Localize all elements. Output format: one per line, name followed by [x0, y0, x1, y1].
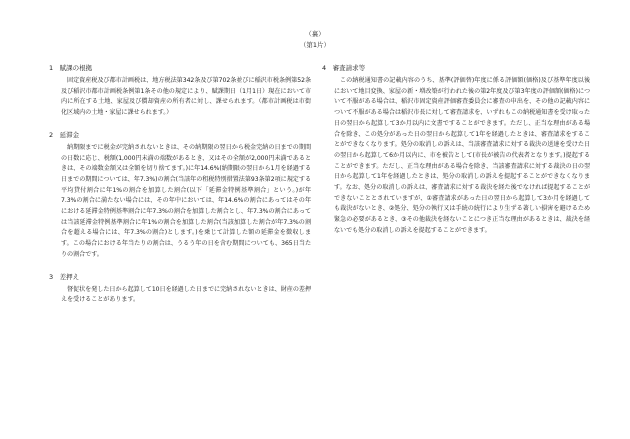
section-title: 3 差押え: [49, 272, 80, 281]
sheet-label: （第1片）: [299, 41, 331, 49]
section-appeal: [322, 63, 590, 237]
section-body: この納税通知書の記載内容のうち、基準(評価替)年度に係る評価額(価格)及び基準年度以後において地目変換、家屋の新・増改築が行われた後の第2年度及び第3年度の評価額(価格)について不服がある場合は、稲沢市固定資産評価審査委員会に審査の申出を、その他の記載内容について不服がある場合は稲沢市長に対して審査請求を、いずれもこの納税通知書を受け取った日の翌日から起算して3か月以内に文書ですることができます。ただし、正当な理由がある場合を除き、この処分があった日の翌日から起算して1年を経過したときは、審査請求をすることができなくなります。処分の取消しの訴えは、当該審査請求に対する裁決の送達を受けた日の翌日から起算して6か月以内に、市を被告として(市長が被告の代表者となります。)提起することができます。ただし、正当な理由がある場合を除き、当該審査請求に対する裁決の日の翌日から起算して1年を経過したときは、処分の取消しの訴えを提起することができなくなります。なお、処分の取消しの訴えは、審査請求に対する裁決を経た後でなければ提起することができないこととされていますが、①審査請求があった日の翌日から起算して3か月を経過しても裁決がないとき、②処分、処分の執行又は手続の続行により生ずる著しい損害を避けるため緊急の必要があるとき、③その他裁決を経ないことにつき正当な理由があるときは、裁決を経ないでも処分の取消しの訴えを提起することができます。: [334, 77, 590, 234]
side-label: （裏）: [305, 30, 325, 38]
right-column: [322, 63, 590, 248]
section-seizure: [49, 272, 311, 306]
section-body: 納期限までに税金が完納されないときは、その納期限の翌日から税金完納の日までの期間の日数に応じ、税額(1,000円未満の端数があるとき、又はその全額が2,000円未満であるときは、その端数金額又は全額を切り捨てます。)に年14.6%(納期限の翌日から1月を経過する日までの期間については、年7.3%)の割合(当該年の租税特別措置法第93条第2項に規定する平均貸付割合に年1%の割合を加算した割合(以下「延滞金特例基準割合」という。)が年7.3%の割合に満たない場合には、その年中においては、年14.6%の割合にあってはその年における延滞金特例基準割合に年7.3%の割合を加算した割合とし、年7.3%の割合にあっては当該延滞金特例基準割合に年1%の割合を加算した割合(当該加算した割合が年7.3%の割合を超える場合には、年7.3%の割合)とします。)を乗じて計算した額の延滞金を徴収します。この場合における年当たりの割合は、うるう年の日を含む期間についても、365日当たりの割合です。: [61, 143, 311, 258]
section-title: 1 賦課の根拠: [49, 64, 93, 72]
section-body: 督促状を発した日から起算して10日を経過した日までに完納されないときは、財産の差押えを受けることがあります。: [61, 285, 311, 304]
section-tax-basis: [49, 63, 311, 119]
section-late-fee: [49, 130, 311, 261]
page-header: [0, 29, 630, 51]
section-body: 固定資産税及び都市計画税は、地方税法第342条及び第702条並びに稲沢市税条例第52条及び稲沢市都市計画税条例第1条その他の規定により、賦課期日（1月1日）現在において市内に所在する土地、家屋及び償却資産の所有者に対し、課せられます。（都市計画税は市街化区域内の土地・家屋に課せられます。）: [61, 77, 311, 117]
section-title: 2 延滞金: [49, 130, 80, 139]
section-title: 4 審査請求等: [322, 64, 366, 72]
left-column: [49, 63, 311, 317]
